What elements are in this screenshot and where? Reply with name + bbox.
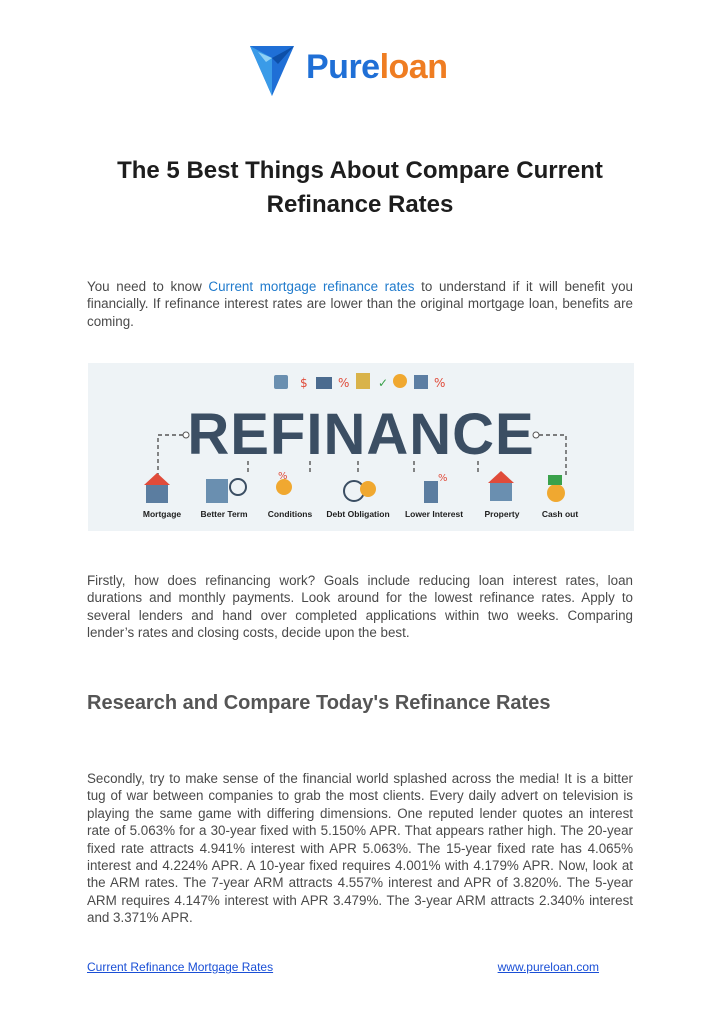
svg-text:$: $ bbox=[300, 376, 308, 390]
logo-wordmark-pure: Pure bbox=[306, 48, 380, 86]
intro-text-before: You need to know bbox=[87, 279, 209, 294]
footer-refinance-rates-link[interactable]: Current Refinance Mortgage Rates bbox=[87, 960, 274, 974]
page-title: The 5 Best Things About Compare Current Refinance Rates bbox=[117, 157, 603, 218]
hero-label-conditions: Conditions bbox=[267, 509, 313, 519]
refinance-hero-image bbox=[88, 363, 634, 531]
intro-paragraph bbox=[87, 278, 633, 330]
top-finance-icons bbox=[274, 373, 445, 390]
footer bbox=[87, 960, 599, 976]
svg-text:%: % bbox=[438, 473, 448, 484]
pureloan-logo[interactable] bbox=[248, 44, 488, 100]
bottom-category-icons bbox=[144, 471, 565, 503]
mortgage-rates-link[interactable]: Current mortgage refinance rates bbox=[208, 279, 415, 294]
intro-text-after: to understand if it will benefit you financially. If refinance interest rates are lower than the original mortgage loan, benefits are coming. bbox=[87, 279, 633, 329]
hero-label-property: Property bbox=[484, 509, 520, 519]
rates-paragraph: Secondly, try to make sense of the financial world splashed across the media! It is a bitter tug of war between companies to grab the most clients. Every daily advert on television is playing the same game with differing dimensions. One reputed lender quotes an interest rate of 5.063% for a 30-year fixed with 5.150% APR. That appears rather high. The 20-year fixed rate attracts 4.941% interest with APR 5.063%. The 15-year fixed rate has 4.065% interest and 4.224% APR. A 10-year fixed requires 4.001% with 4.179% APR. Now, look at the ARM rates. The 7-year ARM attracts 4.557% interest and APR of 3.820%. The 5-year ARM requires 4.147% interest with APR 3.479%. The 3-year ARM attracts 2.340% interest and 3.371% APR. bbox=[87, 771, 633, 926]
pureloan-logo-icon bbox=[248, 44, 296, 98]
svg-text:%: % bbox=[338, 376, 350, 390]
logo-wordmark-loan: loan bbox=[379, 48, 448, 86]
refinancing-paragraph: Firstly, how does refinancing work? Goals include reducing loan interest rates, loan durations and monthly payments. Look around for the lowest refinance rates. Apply to several lenders and hand over completed applications within two weeks. Comparing lender’s rates and closing costs, decide upon the best. bbox=[87, 573, 633, 641]
svg-text:%: % bbox=[434, 376, 446, 390]
hero-label-lower-interest: Lower Interest bbox=[404, 509, 464, 519]
hero-refinance-word: REFINANCE bbox=[187, 402, 535, 467]
svg-text:%: % bbox=[278, 471, 288, 482]
hero-label-debt-obligation: Debt Obligation bbox=[326, 509, 390, 519]
section-heading: Research and Compare Today's Refinance Rates bbox=[87, 692, 551, 714]
hero-label-mortgage: Mortgage bbox=[142, 509, 182, 519]
footer-website-link[interactable]: www.pureloan.com bbox=[497, 960, 599, 974]
svg-text:✓: ✓ bbox=[378, 376, 389, 390]
logo-wordmark bbox=[306, 48, 448, 87]
hero-label-cash-out: Cash out bbox=[541, 509, 579, 519]
hero-label-better-term: Better Term bbox=[200, 509, 248, 519]
